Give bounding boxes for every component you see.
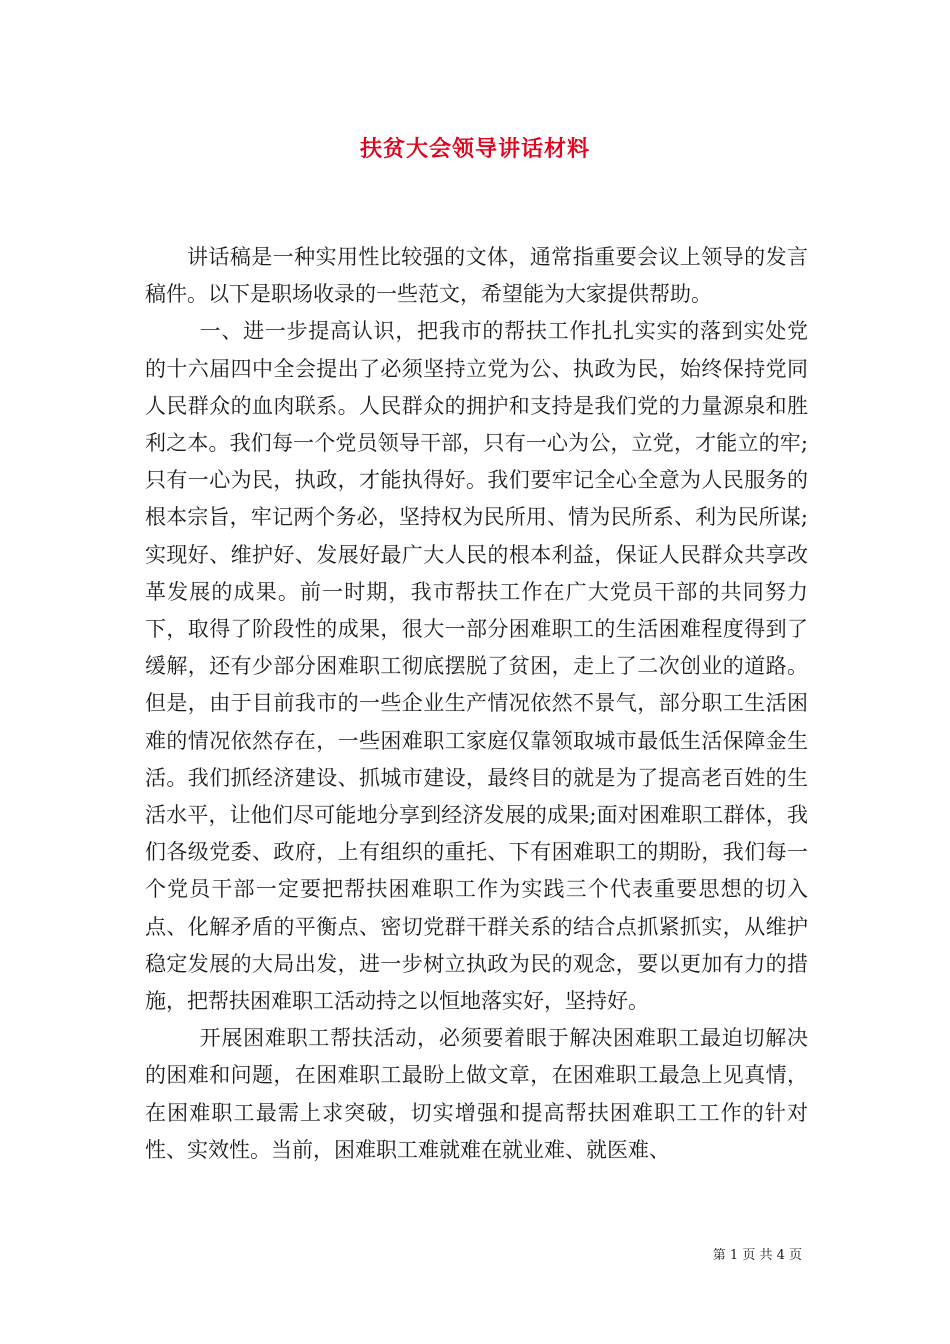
paragraph-intro: 讲话稿是一种实用性比较强的文体，通常指重要会议上领导的发言稿件。以下是职场收录的一些范文，希望能为大家提供帮助。 [145,245,808,307]
paragraph-section-one: 一、进一步提高认识，把我市的帮扶工作扎扎实实的落到实处党的十六届四中全会提出了必须坚持立党为公、执政为民，始终保持党同人民群众的血肉联系。人民群众的拥护和支持是我们党的力量源泉和胜利之本。我们每一个党员领导干部，只有一心为公，立党，才能立的牢;只有一心为民，执政，才能执得好。我们要牢记全心全意为人民服务的根本宗旨，牢记两个务必，坚持权为民所用、情为民所系、利为民所谋;实现好、维护好、发展好最广大人民的根本利益，保证人民群众共享改革发展的成果。前一时期，我市帮扶工作在广大党员干部的共同努力下，取得了阶段性的成果，很大一部分困难职工的生活困难程度得到了缓解，还有少部分困难职工彻底摆脱了贫困，走上了二次创业的道路。但是，由于目前我市的一些企业生产情况依然不景气，部分职工生活困难的情况依然存在，一些困难职工家庭仅靠领取城市最低生活保障金生活。我们抓经济建设、抓城市建设，最终目的就是为了提高老百姓的生活水平，让他们尽可能地分享到经济发展的成果;面对困难职工群体，我们各级党委、政府，上有组织的重托、下有困难职工的期盼，我们每一个党员干部一定要把帮扶困难职工作为实践三个代表重要思想的切入点、化解矛盾的平衡点、密切党群干群关系的结合点抓紧抓实，从维护稳定发展的大局出发，进一步树立执政为民的观念，要以更加有力的措施，把帮扶困难职工活动持之以恒地落实好，坚持好。 [145,319,808,1014]
document-title: 扶贫大会领导讲话材料 [359,136,590,162]
paragraph-helping: 开展困难职工帮扶活动，必须要着眼于解决困难职工最迫切解决的困难和问题，在困难职工最盼上做文章，在困难职工最急上见真情，在困难职工最需上求突破，切实增强和提高帮扶困难职工工作的针对性、实效性。当前，困难职工难就难在就业难、就医难、 [145,1026,808,1162]
page-number: 第 1 页 共 4 页 [712,1248,802,1263]
document-body [145,239,808,1169]
